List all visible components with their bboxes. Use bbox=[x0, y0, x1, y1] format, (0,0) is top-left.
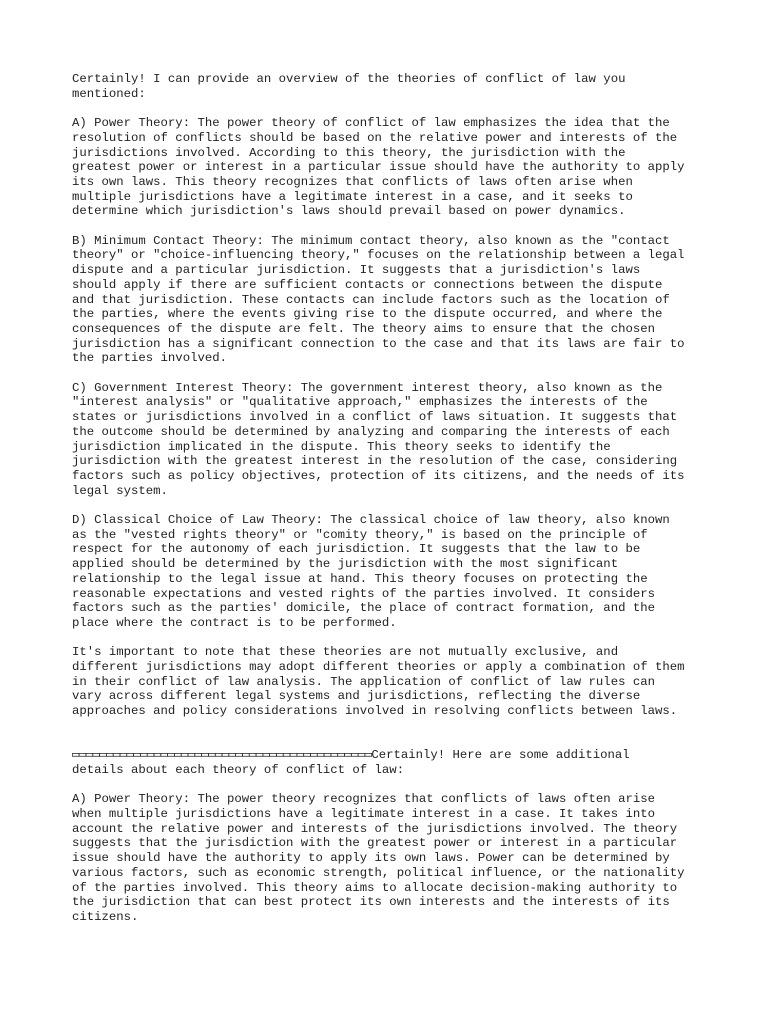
followup-power-theory-paragraph: A) Power Theory: The power theory recognizes that conflicts of laws often arise when multiple jurisdictions have a legitimate interest in a case. It takes into account the relative power and interests of the jurisdictions involved. The theory suggests that the jurisdiction with the greatest power or interest in a particular issue should have the authority to apply its own laws. Power can be determined by various factors, such as economic strength, political influence, or the nationality of the parties involved. This theory aims to allocate decision-making authority to the jurisdiction that can best protect its own interests and the interests of its citizens. bbox=[72, 792, 685, 924]
followup-intro-paragraph bbox=[72, 748, 702, 777]
conclusion-paragraph: It's important to note that these theories are not mutually exclusive, and different jurisdictions may adopt different theories or apply a combination of them in their conflict of law analysis. The application of conflict of law rules can vary across different legal systems and jurisdictions, reflecting the diverse approaches and policy considerations involved in resolving conflicts between laws. bbox=[72, 645, 685, 719]
intro-paragraph: Certainly! I can provide an overview of the theories of conflict of law you mentioned: bbox=[72, 72, 626, 101]
minimum-contact-theory-paragraph: B) Minimum Contact Theory: The minimum contact theory, also known as the "contact theory" or "choice-influencing theory," focuses on the relationship between a legal dispute and a particular jurisdiction. It suggests that a jurisdiction's laws should apply if there are sufficient contacts or connections between the dispute and that jurisdiction. These contacts can include factors such as the location of the parties, where the events giving rise to the dispute occurred, and where the consequences of the dispute are felt. The theory aims to ensure that the chosen jurisdiction has a significant connection to the case and that its laws are fair to the parties involved. bbox=[72, 233, 685, 366]
classical-choice-of-law-paragraph: D) Classical Choice of Law Theory: The classical choice of law theory, also known as the "vested rights theory" or "comity theory," is based on the principle of respect for the autonomy of each jurisdiction. It suggests that the law to be applied should be determined by the jurisdiction with the most significant relationship to the legal issue at hand. This theory focuses on protecting the reasonable expectations and vested rights of the parties involved. It considers factors such as the parties' domicile, the place of contract formation, and the place where the contract is to be performed. bbox=[72, 513, 670, 630]
government-interest-theory-paragraph: C) Government Interest Theory: The government interest theory, also known as the "interest analysis" or "qualitative approach," emphasizes the interests of the states or jurisdictions involved in a conflict of laws situation. It suggests that the outcome should be determined by analyzing and comparing the interests of each jurisdiction implicated in the dispute. This theory seeks to identify the jurisdiction with the greatest interest in the resolution of the case, considering factors such as policy objectives, protection of its citizens, and the needs of its legal system. bbox=[72, 380, 685, 498]
spacer bbox=[72, 734, 702, 749]
missing-glyph-boxes: ▭▭▭▭▭▭▭▭▭▭▭▭▭▭▭▭▭▭▭▭▭▭▭▭▭▭▭▭▭▭▭▭▭▭▭▭▭▭▭▭▭▭▭▭ bbox=[72, 748, 372, 763]
document-page bbox=[72, 72, 702, 939]
followup-intro-text: Certainly! Here are some additional details about each theory of conflict of law: bbox=[72, 748, 630, 777]
power-theory-paragraph: A) Power Theory: The power theory of conflict of law emphasizes the idea that the resolution of conflicts should be based on the relative power and interests of the jurisdictions involved. According to this theory, the jurisdiction with the greatest power or interest in a particular issue should have the authority to apply its own laws. This theory recognizes that conflicts of laws often arise when multiple jurisdictions have a legitimate interest in a case, and it seeks to determine which jurisdiction's laws should prevail based on power dynamics. bbox=[72, 116, 685, 219]
